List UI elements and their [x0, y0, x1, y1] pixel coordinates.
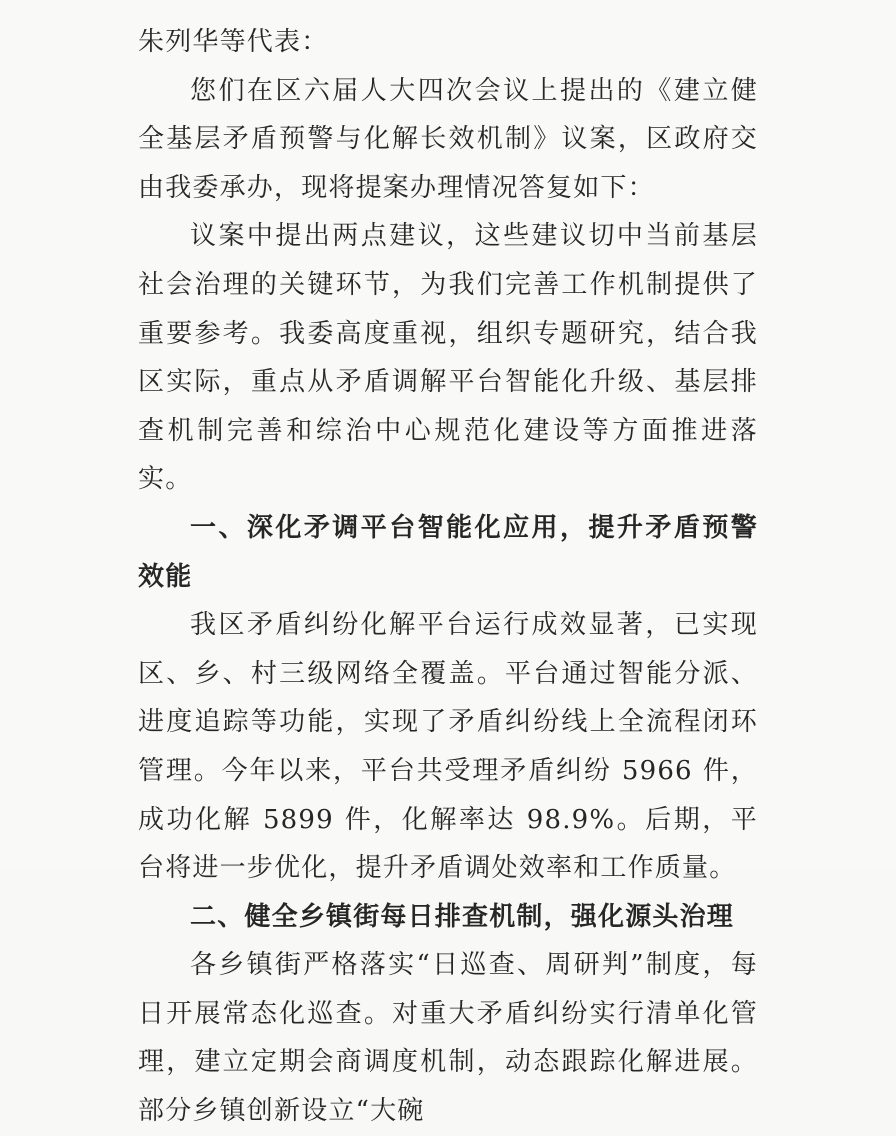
section-1-heading: 一、深化矛调平台智能化应用，提升矛盾预警效能	[138, 512, 758, 592]
section-1-body: 我区矛盾纠纷化解平台运行成效显著，已实现区、乡、村三级网络全覆盖。平台通过智能分派、进度追踪等功能，实现了矛盾纠纷线上全流程闭环管理。今年以来，平台共受理矛盾纠纷 5966 件，成功化解 5899 件，化解率达 98.9%。后期，平台将进一步优化，提升矛盾调处效率和工作质量。	[138, 610, 758, 884]
greeting-line: 朱列华等代表：	[138, 27, 329, 57]
intro-paragraph: 您们在区六届人大四次会议上提出的《建立健全基层矛盾预警与化解长效机制》议案，区政府交由我委承办，现将提案办理情况答复如下：	[138, 75, 758, 203]
response-paragraph: 议案中提出两点建议，这些建议切中当前基层社会治理的关键环节，为我们完善工作机制提供了重要参考。我委高度重视，组织专题研究，结合我区实际，重点从矛盾调解平台智能化升级、基层排查机制完善和综治中心规范化建设等方面推进落实。	[138, 221, 758, 495]
section-2-body: 各乡镇街严格落实“日巡查、周研判”制度，每日开展常态化巡查。对重大矛盾纠纷实行清单化管理，建立定期会商调度机制，动态跟踪化解进展。部分乡镇创新设立“大碗	[138, 950, 758, 1127]
section-2-heading: 二、健全乡镇街每日排查机制，强化源头治理	[190, 901, 735, 932]
document-body	[138, 18, 758, 1136]
